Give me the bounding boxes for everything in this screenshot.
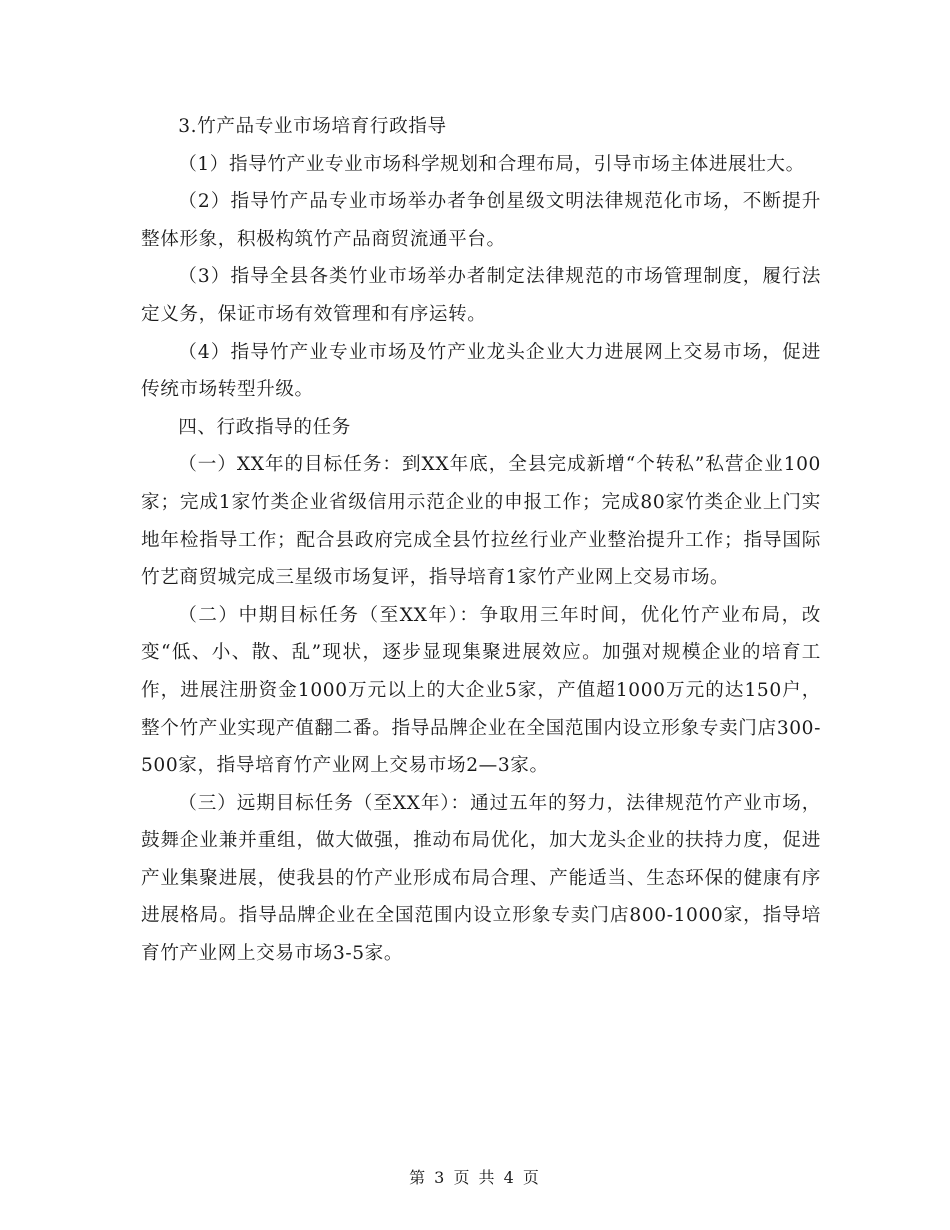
paragraph-item-2: （2）指导竹产品专业市场举办者争创星级文明法律规范化市场，不断提升整体形象，积极构筑竹产品商贸流通平台。 (141, 191, 821, 250)
page-number-footer: 第 3 页 共 4 页 (409, 1168, 541, 1187)
section-heading-tasks: 四、行政指导的任务 (178, 416, 351, 438)
paragraph-long-term-goal: （三）远期目标任务（至XX年）：通过五年的努力，法律规范竹产业市场，鼓舞企业兼并重组，做大做强，推动布局优化，加大龙头企业的扶持力度，促进产业集聚进展，使我县的竹产业形成布局合理、产能适当、生态环保的健康有序进展格局。指导品牌企业在全国范围内设立形象专卖门店800-1000家，指导培育竹产业网上交易市场3-5家。 (141, 792, 821, 965)
paragraph-annual-goal: （一）XX年的目标任务：到XX年底，全县完成新增“个转私”私营企业100家；完成1家竹类企业省级信用示范企业的申报工作；完成80家竹类企业上门实地年检指导工作；配合县政府完成全县竹拉丝行业产业整治提升工作；指导国际竹艺商贸城完成三星级市场复评，指导培育1家竹产业网上交易市场。 (141, 454, 821, 589)
paragraph-mid-term-goal: （二）中期目标任务（至XX年）：争取用三年时间，优化竹产业布局，改变“低、小、散、乱”现状，逐步显现集聚进展效应。加强对规模企业的培育工作，进展注册资金1000万元以上的大企业5家，产值超1000万元的达150户，整个竹产业实现产值翻二番。指导品牌企业在全国范围内设立形象专卖门店300-500家，指导培育竹产业网上交易市场2—3家。 (141, 604, 821, 777)
section-heading-bamboo-market: 3.竹产品专业市场培育行政指导 (178, 116, 447, 137)
document-body (141, 108, 821, 973)
paragraph-item-3: （3）指导全县各类竹业市场举办者制定法律规范的市场管理制度，履行法定义务，保证市场有效管理和有序运转。 (141, 266, 821, 325)
paragraph-item-4: （4）指导竹产业专业市场及竹产业龙头企业大力进展网上交易市场，促进传统市场转型升级。 (141, 341, 821, 401)
paragraph-item-1: （1）指导竹产业专业市场科学规划和合理布局，引导市场主体进展壮大。 (178, 153, 805, 175)
